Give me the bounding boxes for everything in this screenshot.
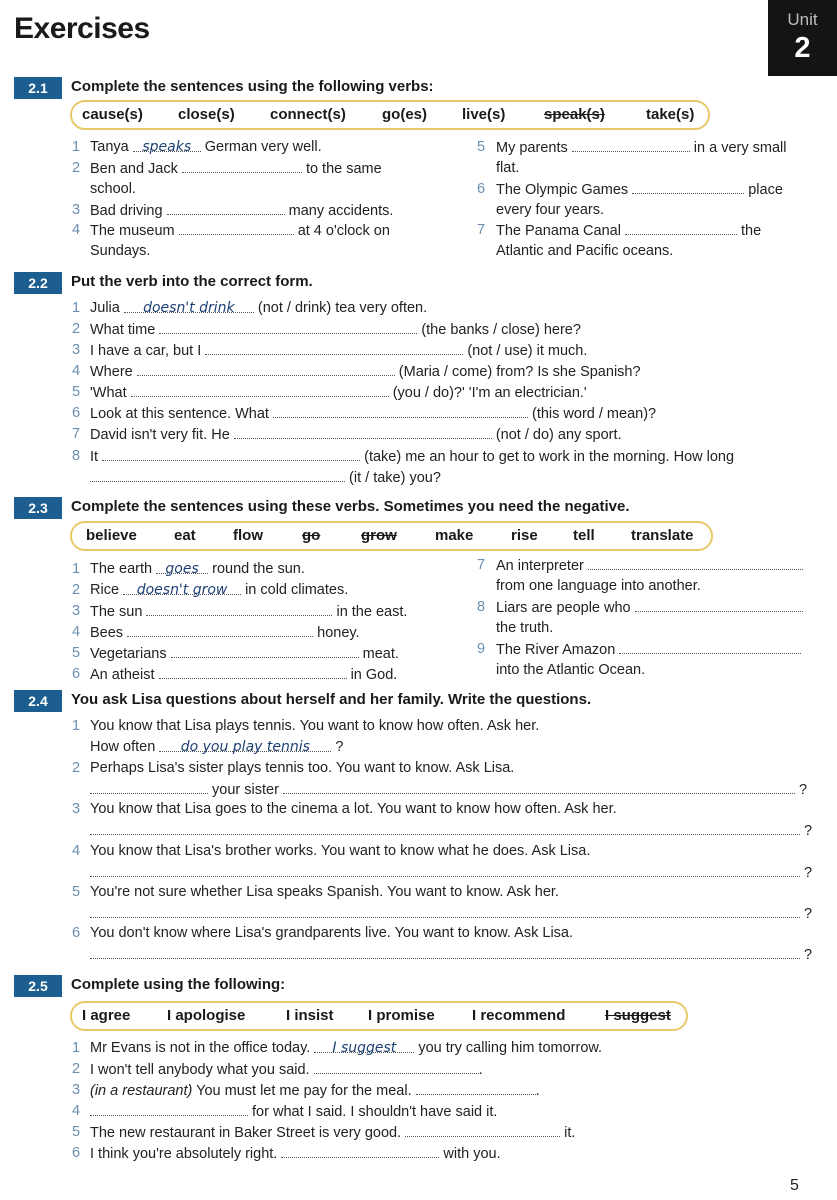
sentence-text: Tanya: [90, 139, 129, 155]
answer-blank[interactable]: [90, 1103, 248, 1116]
item-number: 6: [72, 405, 81, 421]
answer-line: [90, 864, 812, 881]
answer-blank[interactable]: [137, 363, 395, 376]
sentence-text: round the sun.: [212, 561, 305, 577]
sentence-text: How often: [90, 739, 156, 755]
sentence-text: at 4 o'clock on: [297, 223, 390, 239]
sentence-text: The Panama Canal: [496, 223, 621, 239]
sentence-text: .: [535, 1083, 540, 1099]
answer-blank[interactable]: [314, 1061, 479, 1074]
word-item: close(s): [178, 106, 235, 123]
sentence-line: [496, 222, 761, 239]
sentence-line: [496, 181, 783, 198]
item-number: 5: [477, 139, 486, 155]
sentence-text: Sundays.: [90, 243, 151, 259]
sentence-text: ?: [804, 865, 813, 881]
sentence-text: school.: [90, 181, 136, 197]
sentence-text: An interpreter: [496, 558, 584, 574]
sentence-text: (take) me an hour to get to work in the morning. How long: [364, 449, 735, 465]
word-item: I recommend: [472, 1007, 566, 1024]
sentence-line: [90, 1103, 497, 1120]
answer-blank[interactable]: [133, 139, 201, 155]
handwritten-answer: do you play tennis: [180, 739, 310, 755]
item-number: 1: [72, 1040, 81, 1056]
answer-blank[interactable]: [90, 822, 800, 835]
sentence-line: [90, 1124, 575, 1141]
sentence-text: (not / drink) tea very often.: [257, 300, 428, 316]
sentence-line: [496, 557, 803, 574]
sentence-text: What time: [90, 322, 156, 338]
item-number: 3: [72, 202, 81, 218]
sentence-line: [90, 666, 397, 683]
sentence-text: Vegetarians: [90, 646, 167, 662]
sentence-line: [90, 363, 641, 380]
sentence-text: from one language into another.: [496, 578, 701, 594]
sentence-text: Where: [90, 364, 133, 380]
answer-blank[interactable]: [625, 222, 737, 235]
sentence-text: in the east.: [336, 604, 408, 620]
exercise-title: Complete the sentences using the following verbs:: [71, 78, 434, 95]
word-item-crossed: speak(s): [544, 106, 605, 123]
sentence-text: My parents: [496, 140, 568, 156]
sentence-text: The earth: [90, 561, 153, 577]
word-item: eat: [174, 527, 196, 544]
unit-label: Unit: [787, 10, 818, 29]
word-item: translate: [631, 527, 694, 544]
item-number: 5: [72, 1124, 81, 1140]
answer-blank[interactable]: [167, 202, 285, 215]
sentence-line: [90, 448, 734, 465]
sentence-text: the: [741, 223, 762, 239]
sentence-line: [90, 321, 581, 338]
sentence-text: Atlantic and Pacific oceans.: [496, 243, 674, 259]
question-prompt: You're not sure whether Lisa speaks Spanish. You want to know. Ask her.: [90, 884, 559, 900]
sentence-text: with you.: [443, 1146, 501, 1162]
item-number: 4: [72, 1103, 81, 1119]
sentence-line: [90, 1040, 602, 1056]
sentence-line: [90, 405, 656, 422]
word-item: live(s): [462, 106, 506, 123]
exercise-number: 2.1: [14, 77, 62, 99]
sentence-text: I have a car, but I: [90, 343, 202, 359]
handwritten-answer: goes: [165, 561, 199, 577]
word-item-crossed: grow: [361, 527, 397, 544]
sentence-text: I won't tell anybody what you said.: [90, 1062, 310, 1078]
answer-blank[interactable]: [146, 603, 332, 616]
sentence-line: [496, 139, 786, 156]
unit-number: 2: [794, 32, 811, 64]
answer-blank[interactable]: [234, 426, 492, 439]
exercise-number: 2.3: [14, 497, 62, 519]
item-number: 3: [72, 342, 81, 358]
sentence-text: Mr Evans is not in the office today.: [90, 1040, 311, 1056]
item-number: 1: [72, 300, 81, 316]
word-box: [70, 100, 710, 130]
sentence-text: (the banks / close) here?: [421, 322, 581, 338]
sentence-text: The new restaurant in Baker Street is very good.: [90, 1125, 402, 1141]
sentence-text: ?: [804, 947, 813, 963]
sentence-text: 'What: [90, 385, 127, 401]
sentence-line: [90, 342, 587, 359]
word-item: connect(s): [270, 106, 346, 123]
answer-blank[interactable]: [127, 624, 313, 637]
word-item: make: [435, 527, 474, 544]
item-number: 6: [72, 925, 81, 941]
sentence-text: honey.: [317, 625, 360, 641]
sentence-text: Rice: [90, 582, 120, 598]
item-number: 5: [72, 645, 81, 661]
word-box: [70, 521, 713, 551]
word-item: I agree: [82, 1007, 131, 1024]
sentence-text: ?: [335, 739, 344, 755]
sentence-line: [90, 160, 382, 177]
sentence-text: many accidents.: [288, 203, 394, 219]
word-box: [70, 1001, 688, 1031]
answer-blank[interactable]: [159, 739, 331, 755]
sentence-text: David isn't very fit. He: [90, 427, 230, 443]
answer-blank[interactable]: [314, 1040, 414, 1056]
answer-blank[interactable]: [572, 139, 690, 152]
sentence-text: it.: [564, 1125, 576, 1141]
sentence-text: to the same: [305, 161, 382, 177]
sentence-text: The museum: [90, 223, 175, 239]
item-number: 1: [72, 561, 81, 577]
sentence-text: The Olympic Games: [496, 182, 629, 198]
sentence-text: Liars are people who: [496, 600, 631, 616]
exercise-title: You ask Lisa questions about herself and her family. Write the questions.: [71, 691, 592, 708]
item-number: 8: [477, 599, 486, 615]
sentence-text: (you / do)?' 'I'm an electrician.': [392, 385, 587, 401]
answer-blank[interactable]: [283, 781, 795, 794]
sentence-text: ?: [804, 906, 813, 922]
word-item: I insist: [286, 1007, 334, 1024]
item-number: 8: [72, 448, 81, 464]
sentence-text: The sun: [90, 604, 143, 620]
answer-blank[interactable]: [179, 222, 294, 235]
sentence-text: You must let me pay for the meal.: [196, 1083, 412, 1099]
answer-blank[interactable]: [619, 641, 801, 654]
sentence-line: [90, 469, 441, 486]
item-number: 2: [72, 160, 81, 176]
answer-line: [90, 905, 812, 922]
item-number: 7: [477, 557, 486, 573]
answer-blank[interactable]: [102, 448, 360, 461]
exercise-title: Complete the sentences using these verbs. Sometimes you need the negative.: [71, 498, 630, 515]
word-item: flow: [233, 527, 263, 544]
sentence-text: you try calling him tomorrow.: [418, 1040, 603, 1056]
word-item: I promise: [368, 1007, 435, 1024]
item-number: 2: [72, 582, 81, 598]
sentence-text: (Maria / come) from? Is she Spanish?: [398, 364, 641, 380]
item-number: 3: [72, 603, 81, 619]
sentence-line: [496, 641, 801, 658]
item-number: 6: [72, 1145, 81, 1161]
sentence-text: in cold climates.: [245, 582, 349, 598]
sentence-line: [90, 561, 305, 577]
sentence-text: in God.: [350, 667, 398, 683]
answer-blank[interactable]: [90, 905, 800, 918]
answer-blank[interactable]: [90, 864, 800, 877]
answer-blank[interactable]: [171, 645, 359, 658]
sentence-text: (this word / mean)?: [532, 406, 657, 422]
sentence-line: [90, 645, 399, 662]
sentence-text: place: [748, 182, 783, 198]
sentence-text: into the Atlantic Ocean.: [496, 662, 646, 678]
sentence-text: It: [90, 449, 99, 465]
sentence-text: An atheist: [90, 667, 155, 683]
answer-line: [90, 739, 343, 755]
sentence-text: for what I said. I shouldn't have said it.: [252, 1104, 498, 1120]
answer-blank[interactable]: [632, 181, 744, 194]
sentence-line: [90, 603, 407, 620]
sentence-text: (not / do) any sport.: [495, 427, 622, 443]
sentence-text: ?: [798, 782, 808, 798]
sentence-line: [90, 139, 322, 155]
page-title: Exercises: [14, 12, 150, 45]
item-number: 1: [72, 139, 81, 155]
word-item: take(s): [646, 106, 695, 123]
answer-line: [90, 781, 807, 798]
sentence-text: Look at this sentence. What: [90, 406, 269, 422]
page-number: 5: [790, 1177, 799, 1194]
sentence-text: (it / take) you?: [349, 470, 441, 486]
sentence-text: your sister: [212, 782, 279, 798]
answer-blank[interactable]: [90, 946, 800, 959]
sentence-line: [90, 222, 390, 239]
item-number: 7: [72, 426, 81, 442]
question-prompt: You don't know where Lisa's grandparents live. You want to know. Ask Lisa.: [90, 925, 574, 941]
sentence-text: (not / use) it much.: [467, 343, 588, 359]
item-number: 5: [72, 384, 81, 400]
answer-blank[interactable]: [182, 160, 302, 173]
sentence-line: [90, 1061, 483, 1078]
sentence-text: ?: [804, 823, 813, 839]
answer-blank[interactable]: [416, 1082, 536, 1095]
item-number: 2: [72, 321, 81, 337]
answer-line: [90, 946, 812, 963]
sentence-text: I think you're absolutely right.: [90, 1146, 278, 1162]
answer-blank[interactable]: [405, 1124, 560, 1137]
sentence-line: [90, 1082, 540, 1099]
item-number: 7: [477, 222, 486, 238]
item-number: 3: [72, 801, 81, 817]
answer-blank[interactable]: [90, 781, 208, 794]
sentence-line: [90, 624, 360, 641]
sentence-text: meat.: [362, 646, 399, 662]
answer-blank[interactable]: [273, 405, 528, 418]
answer-blank[interactable]: [159, 321, 417, 334]
sentence-line: [90, 426, 622, 443]
handwritten-answer: doesn't grow: [136, 582, 228, 598]
answer-blank[interactable]: [635, 599, 803, 612]
answer-blank[interactable]: [123, 582, 241, 598]
exercise-number: 2.5: [14, 975, 62, 997]
item-number: 3: [72, 1082, 81, 1098]
answer-blank[interactable]: [281, 1145, 439, 1158]
question-prompt: You know that Lisa's brother works. You want to know what he does. Ask Lisa.: [90, 843, 591, 859]
unit-badge: [768, 0, 837, 76]
handwritten-answer: speaks: [142, 139, 192, 155]
answer-line: [90, 822, 812, 839]
sentence-text: Bees: [90, 625, 124, 641]
context-note: (in a restaurant): [90, 1083, 193, 1099]
sentence-line: [496, 599, 803, 616]
item-number: 4: [72, 843, 81, 859]
sentence-text: flat.: [496, 160, 520, 176]
sentence-text: .: [478, 1062, 483, 1078]
item-number: 6: [477, 181, 486, 197]
item-number: 2: [72, 1061, 81, 1077]
sentence-line: [90, 1145, 501, 1162]
sentence-text: The River Amazon: [496, 642, 616, 658]
sentence-text: German very well.: [204, 139, 322, 155]
item-number: 9: [477, 641, 486, 657]
answer-blank[interactable]: [588, 557, 803, 570]
word-item: believe: [86, 527, 137, 544]
word-item-crossed: I suggest: [605, 1007, 671, 1024]
question-prompt: Perhaps Lisa's sister plays tennis too. You want to know. Ask Lisa.: [90, 760, 515, 776]
item-number: 6: [72, 666, 81, 682]
answer-blank[interactable]: [156, 561, 208, 577]
sentence-line: [90, 300, 427, 316]
question-prompt: You know that Lisa plays tennis. You want to know how often. Ask her.: [90, 718, 540, 734]
item-number: 4: [72, 222, 81, 238]
sentence-text: the truth.: [496, 620, 554, 636]
handwritten-answer: doesn't drink: [143, 300, 235, 316]
sentence-text: every four years.: [496, 202, 604, 218]
question-prompt: You know that Lisa goes to the cinema a lot. You want to know how often. Ask her.: [90, 801, 617, 817]
answer-blank[interactable]: [205, 342, 463, 355]
item-number: 5: [72, 884, 81, 900]
answer-blank[interactable]: [131, 384, 389, 397]
item-number: 4: [72, 363, 81, 379]
exercise-number: 2.4: [14, 690, 62, 712]
item-number: 1: [72, 718, 81, 734]
sentence-text: Ben and Jack: [90, 161, 178, 177]
exercise-title: Complete using the following:: [71, 976, 286, 993]
item-number: 2: [72, 760, 81, 776]
answer-blank[interactable]: [90, 469, 345, 482]
word-item: rise: [511, 527, 538, 544]
word-item: tell: [573, 527, 595, 544]
word-item: go(es): [382, 106, 427, 123]
exercise-title: Put the verb into the correct form.: [71, 273, 313, 290]
sentence-text: Julia: [90, 300, 120, 316]
sentence-line: [90, 384, 587, 401]
sentence-text: Bad driving: [90, 203, 163, 219]
sentence-text: in a very small: [693, 140, 787, 156]
sentence-line: [90, 202, 393, 219]
handwritten-answer: I suggest: [332, 1040, 397, 1056]
word-item-crossed: go: [302, 527, 321, 544]
item-number: 4: [72, 624, 81, 640]
exercise-number: 2.2: [14, 272, 62, 294]
sentence-line: [90, 582, 348, 598]
word-item: I apologise: [167, 1007, 246, 1024]
answer-blank[interactable]: [124, 300, 254, 316]
word-item: cause(s): [82, 106, 143, 123]
answer-blank[interactable]: [159, 666, 347, 679]
